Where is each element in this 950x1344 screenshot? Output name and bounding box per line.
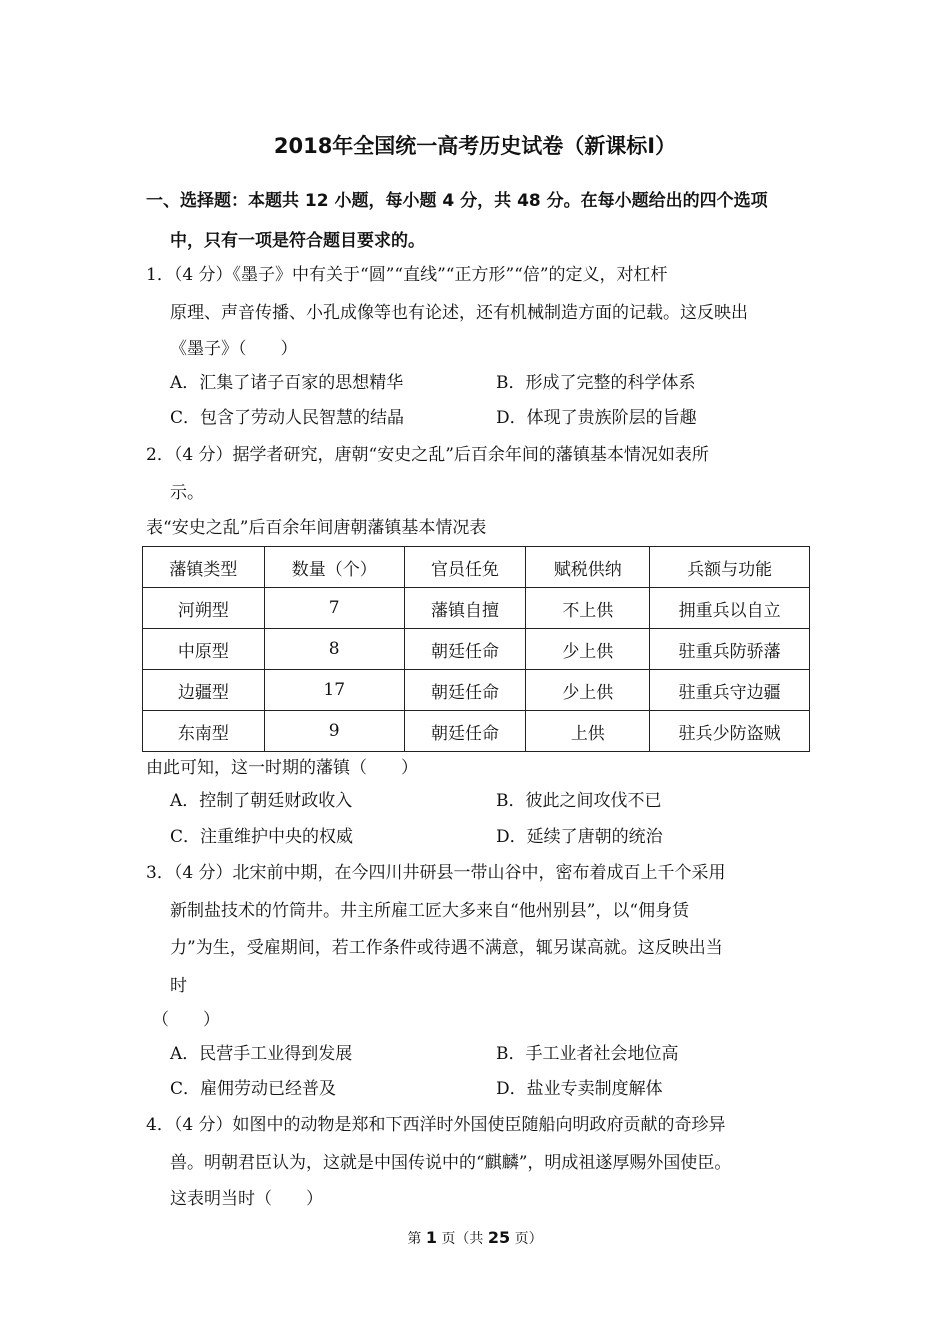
table-row (143, 711, 810, 752)
q2-line2: 示。 (170, 483, 204, 503)
table-cell: 9 (264, 711, 404, 752)
q1-option-a[interactable]: A．汇集了诸子百家的思想精华 (170, 373, 404, 393)
table-row (143, 670, 810, 711)
table-cell: 朝廷任命 (404, 670, 526, 711)
q3-line5: （ ） (152, 1010, 220, 1030)
footer-suffix: 页） (514, 1231, 543, 1247)
q4-line2: 兽。明朝君臣认为，这就是中国传说中的“麒麟”，明成祖遂厚赐外国使臣。 (170, 1153, 732, 1173)
q3-line1: 3．（4 分）北宋前中期，在今四川井研县一带山谷中，密布着成百上千个采用 (146, 863, 726, 883)
table-cell: 8 (264, 629, 404, 670)
table-cell: 中原型 (143, 629, 265, 670)
table-cell: 不上供 (526, 588, 650, 629)
table-cell: 边疆型 (143, 670, 265, 711)
q1-line1: 1．（4 分）《墨子》中有关于“圆”“直线”“正方形”“倍”的定义，对杠杆 (146, 265, 668, 285)
q2-line1: 2．（4 分）据学者研究，唐朝“安史之乱”后百余年间的藩镇基本情况如表所 (146, 445, 709, 465)
q2-option-c[interactable]: C．注重维护中央的权威 (170, 827, 354, 847)
q3-option-a[interactable]: A．民营手工业得到发展 (170, 1044, 353, 1064)
q1-option-b[interactable]: B．形成了完整的科学体系 (496, 373, 696, 393)
q3-option-b[interactable]: B．手工业者社会地位高 (496, 1044, 679, 1064)
footer-total-pages: 25 (487, 1228, 511, 1247)
q1-line3: 《墨子》（ ） (170, 339, 298, 359)
table-caption: 表“安史之乱”后百余年间唐朝藩镇基本情况表 (146, 518, 487, 538)
q1-line2: 原理、声音传播、小孔成像等也有论述，还有机械制造方面的记载。这反映出 (170, 303, 748, 323)
table-cell: 藩镇自擅 (404, 588, 526, 629)
fanzhen-table (142, 546, 810, 752)
section-heading-line1: 一、选择题：本题共 12 小题，每小题 4 分，共 48 分。在每小题给出的四个选项 (146, 191, 768, 211)
q1-option-c[interactable]: C．包含了劳动人民智慧的结晶 (170, 408, 405, 428)
table-cell: 河朔型 (143, 588, 265, 629)
table-cell: 少上供 (526, 670, 650, 711)
q4-line3: 这表明当时（ ） (170, 1189, 323, 1209)
footer-prefix: 第 (407, 1231, 422, 1247)
q4-line1: 4．（4 分）如图中的动物是郑和下西洋时外国使臣随船向明政府贡献的奇珍异 (146, 1115, 726, 1135)
q3-option-d[interactable]: D．盐业专卖制度解体 (496, 1079, 663, 1099)
q2-option-b[interactable]: B．彼此之间攻伐不已 (496, 791, 662, 811)
q2-option-d[interactable]: D．延续了唐朝的统治 (496, 827, 663, 847)
table-cell: 少上供 (526, 629, 650, 670)
table-header-cell: 官员任免 (404, 547, 526, 588)
page-footer (0, 1228, 950, 1248)
table-row (143, 588, 810, 629)
q3-line2: 新制盐技术的竹筒井。井主所雇工匠大多来自“他州别县”，以“佣身赁 (170, 901, 690, 921)
table-cell: 拥重兵以自立 (650, 588, 810, 629)
section-heading-line2: 中，只有一项是符合题目要求的。 (170, 231, 425, 251)
q3-option-c[interactable]: C．雇佣劳动已经普及 (170, 1079, 337, 1099)
table-header-row (143, 547, 810, 588)
table-cell: 驻重兵防骄藩 (650, 629, 810, 670)
table-header-cell: 兵额与功能 (650, 547, 810, 588)
table-header-cell: 数量（个） (264, 547, 404, 588)
q3-line3: 力”为生，受雇期间，若工作条件或待遇不满意，辄另谋高就。这反映出当 (170, 938, 723, 958)
q2-option-a[interactable]: A．控制了朝廷财政收入 (170, 791, 353, 811)
table-cell: 驻兵少防盗贼 (650, 711, 810, 752)
footer-mid: 页（共 (441, 1231, 484, 1247)
table-row (143, 629, 810, 670)
table-cell: 东南型 (143, 711, 265, 752)
q3-line4: 时 (170, 976, 187, 996)
exam-title: 2018年全国统一高考历史试卷（新课标Ⅰ） (273, 134, 677, 158)
table-header-cell: 藩镇类型 (143, 547, 265, 588)
table-cell: 上供 (526, 711, 650, 752)
footer-page-number: 1 (425, 1228, 437, 1247)
q1-option-d[interactable]: D．体现了贵族阶层的旨趣 (496, 408, 697, 428)
table-cell: 朝廷任命 (404, 629, 526, 670)
table-cell: 驻重兵守边疆 (650, 670, 810, 711)
table-cell: 朝廷任命 (404, 711, 526, 752)
q2-stem-after: 由此可知，这一时期的藩镇（ ） (146, 758, 418, 778)
table-cell: 17 (264, 670, 404, 711)
table-header-cell: 赋税供纳 (526, 547, 650, 588)
table-cell: 7 (264, 588, 404, 629)
